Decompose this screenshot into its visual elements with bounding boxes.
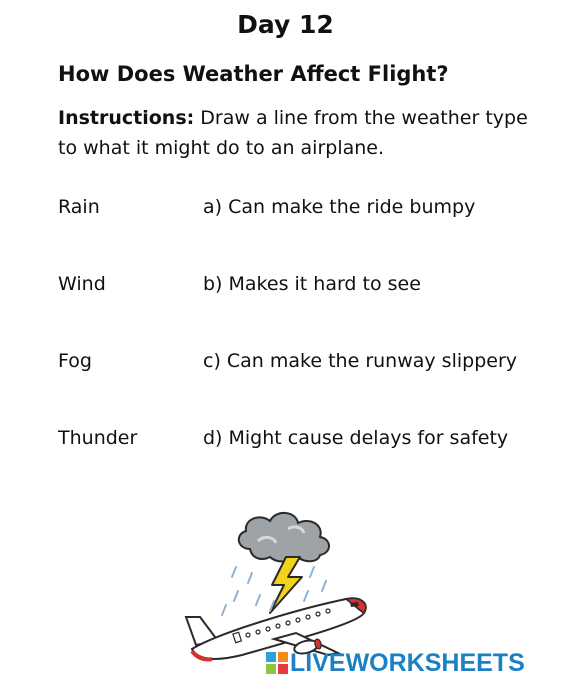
- match-row: [0, 427, 571, 455]
- weather-item-rain[interactable]: Rain: [58, 196, 100, 218]
- effect-item-b[interactable]: b) Makes it hard to see: [203, 273, 421, 295]
- instructions: [58, 103, 528, 163]
- match-row: [0, 196, 571, 224]
- match-row: [0, 273, 571, 301]
- weather-item-fog[interactable]: Fog: [58, 350, 92, 372]
- effect-item-a[interactable]: a) Can make the ride bumpy: [203, 196, 476, 218]
- liveworksheets-logo-icon: [266, 652, 288, 674]
- lightning-icon: [270, 557, 302, 613]
- weather-item-thunder[interactable]: Thunder: [58, 427, 138, 449]
- effect-item-c[interactable]: c) Can make the runway slippery: [203, 350, 518, 372]
- effect-item-d[interactable]: d) Might cause delays for safety: [203, 427, 509, 449]
- day-title: Day 12: [237, 10, 334, 39]
- watermark-text: LIVEWORKSHEETS: [290, 648, 525, 677]
- instructions-text: Draw a line from the weather type to what it might do to an airplane.: [58, 107, 528, 159]
- page-title: How Does Weather Affect Flight?: [58, 62, 449, 86]
- weather-item-wind[interactable]: Wind: [58, 273, 106, 295]
- match-row: [0, 350, 571, 378]
- watermark: [266, 650, 525, 676]
- cloud-icon: [239, 513, 329, 562]
- instructions-label: Instructions:: [58, 107, 195, 129]
